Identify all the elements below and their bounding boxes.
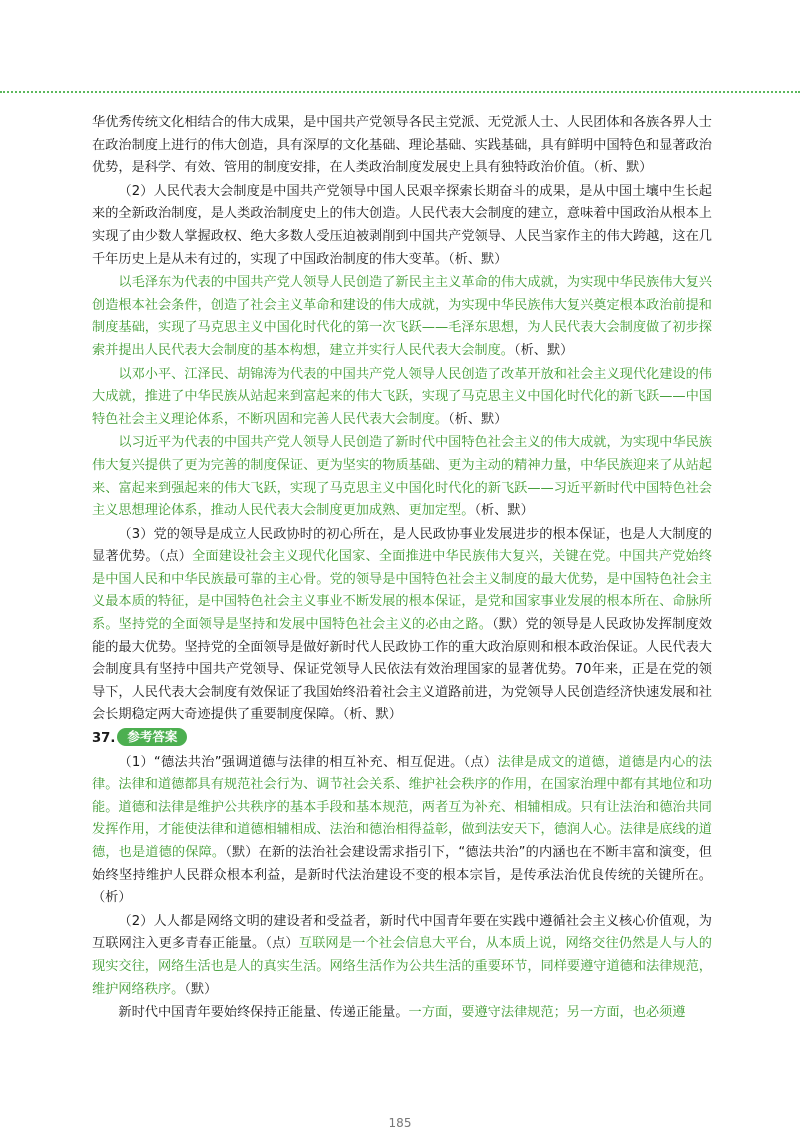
paragraph-4: 以邓小平、江泽民、胡锦涛为代表的中国共产党人领导人民创造了改革开放和社会主义现代化建设的伟大成就，推进了中华民族从站起来到富起来的伟大飞跃，实现了马克思主义中国化时代化的新飞跃——中国特色社会主义理论体系，不断巩固和完善人民代表大会制度。（析、默） <box>92 366 712 427</box>
paragraph-8: （2）人人都是网络文明的建设者和受益者，新时代中国青年要在实践中遵循社会主义核心价值观，为互联网注入更多青春正能量。（点）互联网是一个社会信息大平台，从本质上说，网络交往仍然是人与人的现实交往，网络生活也是人的真实生活。网络生活作为公共生活的重要环节，同样要遵守道德和法律规范，维护网络秩序。（默） <box>92 913 712 997</box>
reference-answer-badge: 参考答案 <box>117 728 187 746</box>
answer-content <box>92 112 712 1026</box>
paragraph-5: 以习近平为代表的中国共产党人领导人民创造了新时代中国特色社会主义的伟大成就，为实现中华民族伟大复兴提供了更为完善的制度保证、更为坚实的物质基础、更为主动的精神力量，中华民族迎来了从站起来、富起来到强起来的伟大飞跃，实现了马克思主义中国化时代化的新飞跃——习近平新时代中国特色社会主义思想理论体系，推动人民代表大会制度更加成熟、更加定型。（析、默） <box>92 435 712 519</box>
highlight-text: 法律是成文的道德，道德是内心的法律。法律和道德都具有规范社会行为、调节社会关系、维护社会秩序的作用，在国家治理中都有其地位和功能。道德和法律是维护公共秩序的基本手段和基本规范，两者互为补充、相辅相成。只有让法治和德治共同发挥作用，才能使法律和道德相辅相成、法治和德治相得益彰，做到法安天下，德润人心。法律是底线的道德，也是道德的保障。 <box>92 754 713 860</box>
paragraph-6: （3）党的领导是成立人民政协时的初心所在，是人民政协事业发展进步的根本保证，也是人大制度的显著优势。（点）全面建设社会主义现代化国家、全面推进中华民族伟大复兴，关键在党。中国共产党始终是中国人民和中华民族最可靠的主心骨。党的领导是中国特色社会主义制度的最大优势，是中国特色社会主义最本质的特征，是中国特色社会主义事业不断发展的根本保证，是党和国家事业发展的根本所在、命脉所系。坚持党的全面领导是坚持和发展中国特色社会主义的必由之路。（默）党的领导是人民政协发挥制度效能的最大优势。坚持党的全面领导是做好新时代人民政协工作的重大政治原则和根本政治保证。人民代表大会制度具有坚持中国共产党领导、保证党领导人民依法有效治理国家的显著优势。70年来，正是在党的领导下，人民代表大会制度有效保证了我国始终沿着社会主义道路前进，为党领导人民创造经济快速发展和社会长期稳定两大奇迹提供了重要制度保障。（析、默） <box>92 526 713 723</box>
highlight-text: 以邓小平、江泽民、胡锦涛为代表的中国共产党人领导人民创造了改革开放和社会主义现代化建设的伟大成就，推进了中华民族从站起来到富起来的伟大飞跃，实现了马克思主义中国化时代化的新飞跃——中国特色社会主义理论体系，不断巩固和完善人民代表大会制度。 <box>92 366 712 427</box>
paragraph-7: （1）“德法共治”强调道德与法律的相互补充、相互促进。（点）法律是成文的道德，道德是内心的法律。法律和道德都具有规范社会行为、调节社会关系、维护社会秩序的作用，在国家治理中都有其地位和功能。道德和法律是维护公共秩序的基本手段和基本规范，两者互为补充、相辅相成。只有让法治和德治共同发挥作用，才能使法律和道德相辅相成、法治和德治相得益彰，做到法安天下，德润人心。法律是底线的道德，也是道德的保障。（默）在新的法治社会建设需求指引下，“德法共治”的内涵也在不断丰富和演变，但始终坚持维护人民群众根本利益，是新时代法治建设不变的根本宗旨，是传承法治优良传统的关键所在。（析） <box>92 754 713 906</box>
highlight-text: 全面建设社会主义现代化国家、全面推进中华民族伟大复兴，关键在党。中国共产党始终是中国人民和中华民族最可靠的主心骨。党的领导是中国特色社会主义制度的最大优势，是中国特色社会主义最本质的特征，是中国特色社会主义事业不断发展的根本保证，是党和国家事业发展的根本所在、命脉所系。坚持党的全面领导是坚持和发展中国特色社会主义的必由之路。 <box>92 549 713 633</box>
highlight-text: 以毛泽东为代表的中国共产党人领导人民创造了新民主主义革命的伟大成就，为实现中华民族伟大复兴创造根本社会条件，创造了社会主义革命和建设的伟大成就，为实现中华民族伟大复兴奠定根本政治前提和制度基础，实现了马克思主义中国化时代化的第一次飞跃——毛泽东思想，为人民代表大会制度做了初步探索并提出人民代表大会制度的基本构想，建立并实行人民代表大会制度。 <box>92 275 712 358</box>
question-number: 37. <box>92 731 116 747</box>
highlight-text: 以习近平为代表的中国共产党人领导人民创造了新时代中国特色社会主义的伟大成就，为实现中华民族伟大复兴提供了更为完善的制度保证、更为坚实的物质基础、更为主动的精神力量，中华民族迎来了从站起来、富起来到强起来的伟大飞跃，实现了马克思主义中国化时代化的新飞跃——习近平新时代中国特色社会主义思想理论体系，推动人民代表大会制度更加成熟、更加定型。 <box>92 435 712 519</box>
top-dotted-divider <box>0 91 800 93</box>
paragraph-2: （2）人民代表大会制度是中国共产党领导中国人民艰辛探索长期奋斗的成果，是从中国土壤中生长起来的全新政治制度，是人类政治制度史上的伟大创造。人民代表大会制度的建立，意味着中国政治从根本上实现了由少数人掌握政权、绝大多数人受压迫被剥削到中国共产党领导、人民当家作主的伟大跨越，这在几千年历史上是从未有过的，实现了中国政治制度的伟大变革。（析、默） <box>92 183 712 267</box>
paragraph-3: 以毛泽东为代表的中国共产党人领导人民创造了新民主主义革命的伟大成就，为实现中华民族伟大复兴创造根本社会条件，创造了社会主义革命和建设的伟大成就，为实现中华民族伟大复兴奠定根本政治前提和制度基础，实现了马克思主义中国化时代化的第一次飞跃——毛泽东思想，为人民代表大会制度做了初步探索并提出人民代表大会制度的基本构想，建立并实行人民代表大会制度。（析、默） <box>92 275 712 358</box>
question-37-header <box>92 728 712 751</box>
paragraph-1: 华优秀传统文化相结合的伟大成果，是中国共产党领导各民主党派、无党派人士、人民团体和各族各界人士在政治制度上进行的伟大创造，具有深厚的文化基础、理论基础、实践基础，具有鲜明中国特色和显著政治优势，是科学、有效、管用的制度安排，在人类政治制度发展史上具有独特政治价值。（析、默） <box>92 115 712 176</box>
page-number: 185 <box>388 1116 412 1130</box>
highlight-text: 一方面，要遵守法律规范；另一方面，也必须遵 <box>408 1005 686 1021</box>
paragraph-9: 新时代中国青年要始终保持正能量、传递正能量。一方面，要遵守法律规范；另一方面，也必须遵 <box>118 1005 686 1021</box>
highlight-text: 互联网是一个社会信息大平台，从本质上说，网络交往仍然是人与人的现实交往，网络生活也是人的真实生活。网络生活作为公共生活的重要环节，同样要遵守道德和法律规范，维护网络秩序。 <box>92 936 712 997</box>
